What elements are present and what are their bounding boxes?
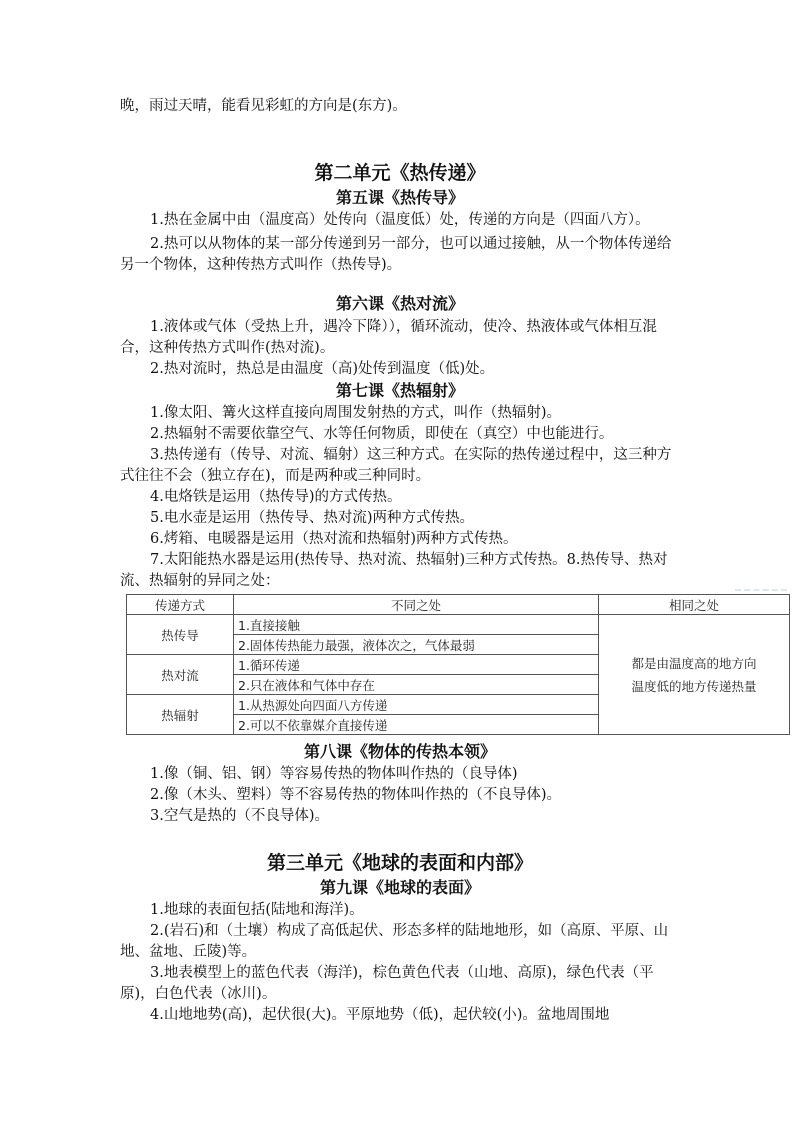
same-line: 温度低的地方传递热量 xyxy=(631,678,757,694)
lesson7-item: 7.太阳能热水器是运用(热传导、热对流、热辐射)三种方式传热。8.热传导、热对流、热辐射的异同之处： xyxy=(120,552,668,589)
lesson9-body xyxy=(120,900,680,1026)
table-header: 相同之处 xyxy=(599,595,790,615)
lesson8-item: 2.像（木头、塑料）等不容易传热的物体叫作热的（不良导体)。 xyxy=(150,787,561,803)
lesson7-item: 1.像太阳、篝火这样直接向周围发射热的方式，叫作（热辐射)。 xyxy=(150,405,561,421)
mode-cell: 热传导 xyxy=(127,615,234,655)
table-header-row xyxy=(127,595,790,615)
lesson7-item: 5.电水壶是运用（热传导、热对流)两种方式传热。 xyxy=(150,510,474,526)
lesson5-item: 2.热可以从物体的某一部分传递到另一部分，也可以通过接触，从一个物体传递给另一个物体，这种传热方式叫作（热传导)。 xyxy=(120,236,672,273)
diff-cell: 1.从热源处向四面八方传递 xyxy=(234,695,599,715)
lesson5-item: 1.热在金属中由（温度高）处传向（温度低）处，传递的方向是（四面八方）。 xyxy=(150,212,650,228)
lesson6-title: 第六课《热对流》 xyxy=(335,294,464,313)
lesson7-item: 2.热辐射不需要依靠空气、水等任何物质，即使在（真空）中也能进行。 xyxy=(150,426,614,442)
dashed-divider xyxy=(735,589,787,591)
lesson5-body xyxy=(120,210,680,276)
diff-cell: 2.可以不依靠媒介直接传递 xyxy=(234,715,599,735)
diff-cell: 2.只在液体和气体中存在 xyxy=(234,675,599,695)
lesson6-item: 2.热对流时，热总是由温度（高)处传到温度（低)处。 xyxy=(150,361,495,377)
table-row xyxy=(127,615,790,635)
lesson5-title: 第五课《热传导》 xyxy=(335,188,464,207)
lesson8-title: 第八课《物体的传热本领》 xyxy=(303,742,496,761)
lesson6-body xyxy=(120,317,680,380)
lesson8-item: 3.空气是热的（不良导体)。 xyxy=(150,808,329,824)
lesson7-title: 第七课《热辐射》 xyxy=(335,381,464,400)
lesson7-item: 4.电烙铁是运用（热传导)的方式传热。 xyxy=(150,489,402,505)
lesson9-item: 4.山地地势(高)，起伏很(大)。平原地势（低)，起伏较(小)。盆地周围地 xyxy=(150,1007,610,1023)
lesson7-item: 3.热传递有（传导、对流、辐射）这三种方式。在实际的热传递过程中，这三种方式往往不会（独立存在)，而是两种或三种同时。 xyxy=(120,447,672,484)
same-line: 都是由温度高的地方向 xyxy=(631,655,757,671)
lesson7-item: 6.烤箱、电暖器是运用（热对流和热辐射)两种方式传热。 xyxy=(150,531,518,547)
diff-cell: 1.直接接触 xyxy=(234,615,599,635)
unit3-title: 第三单元《地球的表面和内部》 xyxy=(266,852,533,874)
lesson6-item: 1.液体或气体（受热上升，遇冷下降）），循环流动，使冷、热液体或气体相互混合，这种传热方式叫作(热对流)。 xyxy=(120,319,657,356)
same-cell xyxy=(599,615,790,735)
lesson9-item: 3.地表模型上的蓝色代表（海洋)，棕色黄色代表（山地、高原)，绿色代表（平原)，白色代表（冰川)。 xyxy=(120,965,654,1002)
table-header: 不同之处 xyxy=(234,595,599,615)
lesson9-item: 2.(岩石)和（土壤）构成了高低起伏、形态多样的陆地地形，如（高原、平原、山地、盆地、丘陵)等。 xyxy=(120,923,669,960)
comparison-table xyxy=(126,594,790,735)
lesson9-title: 第九课《地球的表面》 xyxy=(319,878,480,897)
lesson7-body xyxy=(120,403,680,592)
mode-cell: 热辐射 xyxy=(127,695,234,735)
lesson9-item: 1.地球的表面包括(陆地和海洋)。 xyxy=(150,902,364,918)
mode-cell: 热对流 xyxy=(127,655,234,695)
table-header: 传递方式 xyxy=(127,595,234,615)
lesson8-body xyxy=(120,764,680,827)
lesson8-item: 1.像（铜、铝、钢）等容易传热的物体叫作热的（良导体) xyxy=(150,766,518,782)
diff-cell: 1.循环传递 xyxy=(234,655,599,675)
unit2-title: 第二单元《热传递》 xyxy=(314,162,486,184)
intro-line: 晚，雨过天晴，能看见彩虹的方向是(东方)。 xyxy=(120,98,407,114)
diff-cell: 2.固体传热能力最强，液体次之，气体最弱 xyxy=(234,635,599,655)
